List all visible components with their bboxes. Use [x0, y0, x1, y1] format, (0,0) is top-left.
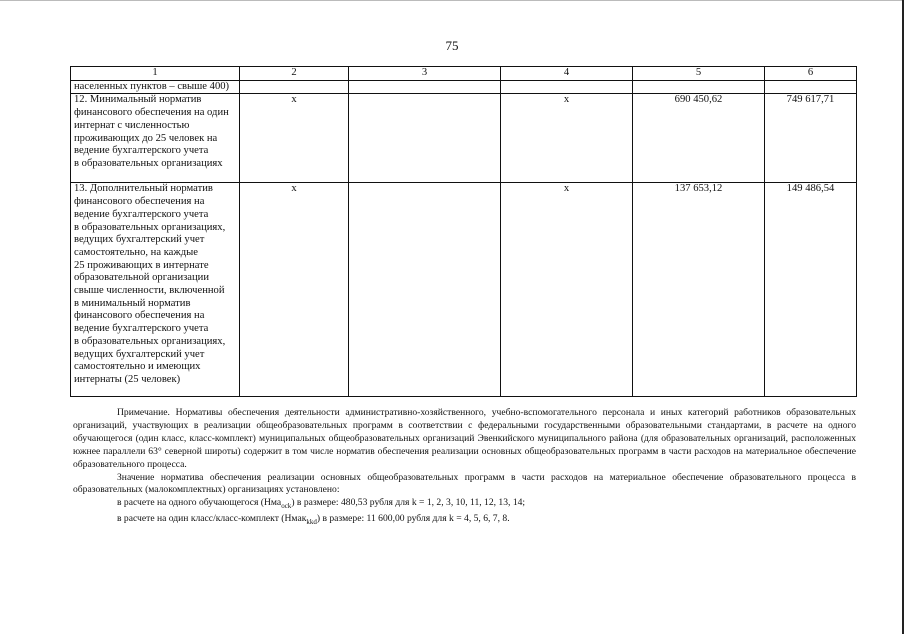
cell-col6: 749 617,71: [765, 94, 857, 183]
column-header: 2: [240, 67, 349, 81]
cell-col3: [349, 183, 501, 397]
note-paragraph: Примечание. Нормативы обеспечения деятельности административно-хозяйственного, учебно-вспомогательного персонала и иных категорий работников образовательных организаций, участвующих в реализации общеобразовательных программ в соответствии с федеральными государственными образовательными стандартами, в расчете на одного обучающегося (один класс, класс-комплект) муниципальных общеобразовательных организаций Эвенкийского муниципального района (для образовательных организаций, расположенных южнее параллели 63° северной широты) содержит в том числе норматив обеспечения реализации основных общеобразовательных программ в части расходов на материальное обеспечение образовательного процесса.: [73, 407, 856, 470]
row-description: 12. Минимальный норматив финансового обеспечения на один интернат с численностью проживающих до 25 человек на ведение бухгалтерского учета в образовательных организациях: [71, 94, 240, 183]
note-paragraph: Значение норматива обеспечения реализации основных общеобразовательных программ в части расходов на материальное обеспечение образовательного процесса в образовательных (малокомплектных) организациях установлено:: [73, 471, 856, 496]
norms-table: [70, 66, 857, 397]
table-row: [71, 94, 857, 183]
cell-col3: [349, 94, 501, 183]
note-block: [73, 407, 856, 529]
cell-col4: x: [501, 94, 633, 183]
table-header-row: [71, 67, 857, 81]
table-row: [71, 183, 857, 397]
continuation-text: населенных пунктов – свыше 400): [71, 80, 240, 94]
column-header: 3: [349, 67, 501, 81]
cell-col5: 690 450,62: [633, 94, 765, 183]
table-row-continuation: [71, 80, 857, 94]
row-description: 13. Дополнительный норматив финансового обеспечения на ведение бухгалтерского учета в образовательных организациях, ведущих бухгалтерский учет самостоятельно, на каждые 25 проживающих в интернате образовательной организации свыше численности, включенной в минимальный норматив финансового обеспечения на ведение бухгалтерского учета в образовательных организациях, ведущих бухгалтерский учет самостоятельно и имеющих интернаты (25 человек): [71, 183, 240, 397]
cell-col2: x: [240, 94, 349, 183]
column-header: 4: [501, 67, 633, 81]
cell-col4: x: [501, 183, 633, 397]
column-header: 5: [633, 67, 765, 81]
cell-col2: x: [240, 183, 349, 397]
cell-col5: 137 653,12: [633, 183, 765, 397]
column-header: 1: [71, 67, 240, 81]
page-top-edge: [0, 0, 904, 1]
cell-col6: 149 486,54: [765, 183, 857, 397]
norm-line-per-class: в расчете на один класс/класс-комплект (Нмак$_{kkd}$) в размере: 11 600,00 рубля для k = 4, 5, 6, 7, 8.: [117, 513, 510, 527]
page-number: 75: [445, 38, 459, 53]
norm-line-per-student: в расчете на одного обучающегося (Нма$_{ock}$) в размере: 480,53 рубля для k = 1, 2, 3, 10, 11, 12, 13, 14;: [117, 497, 526, 511]
column-header: 6: [765, 67, 857, 81]
